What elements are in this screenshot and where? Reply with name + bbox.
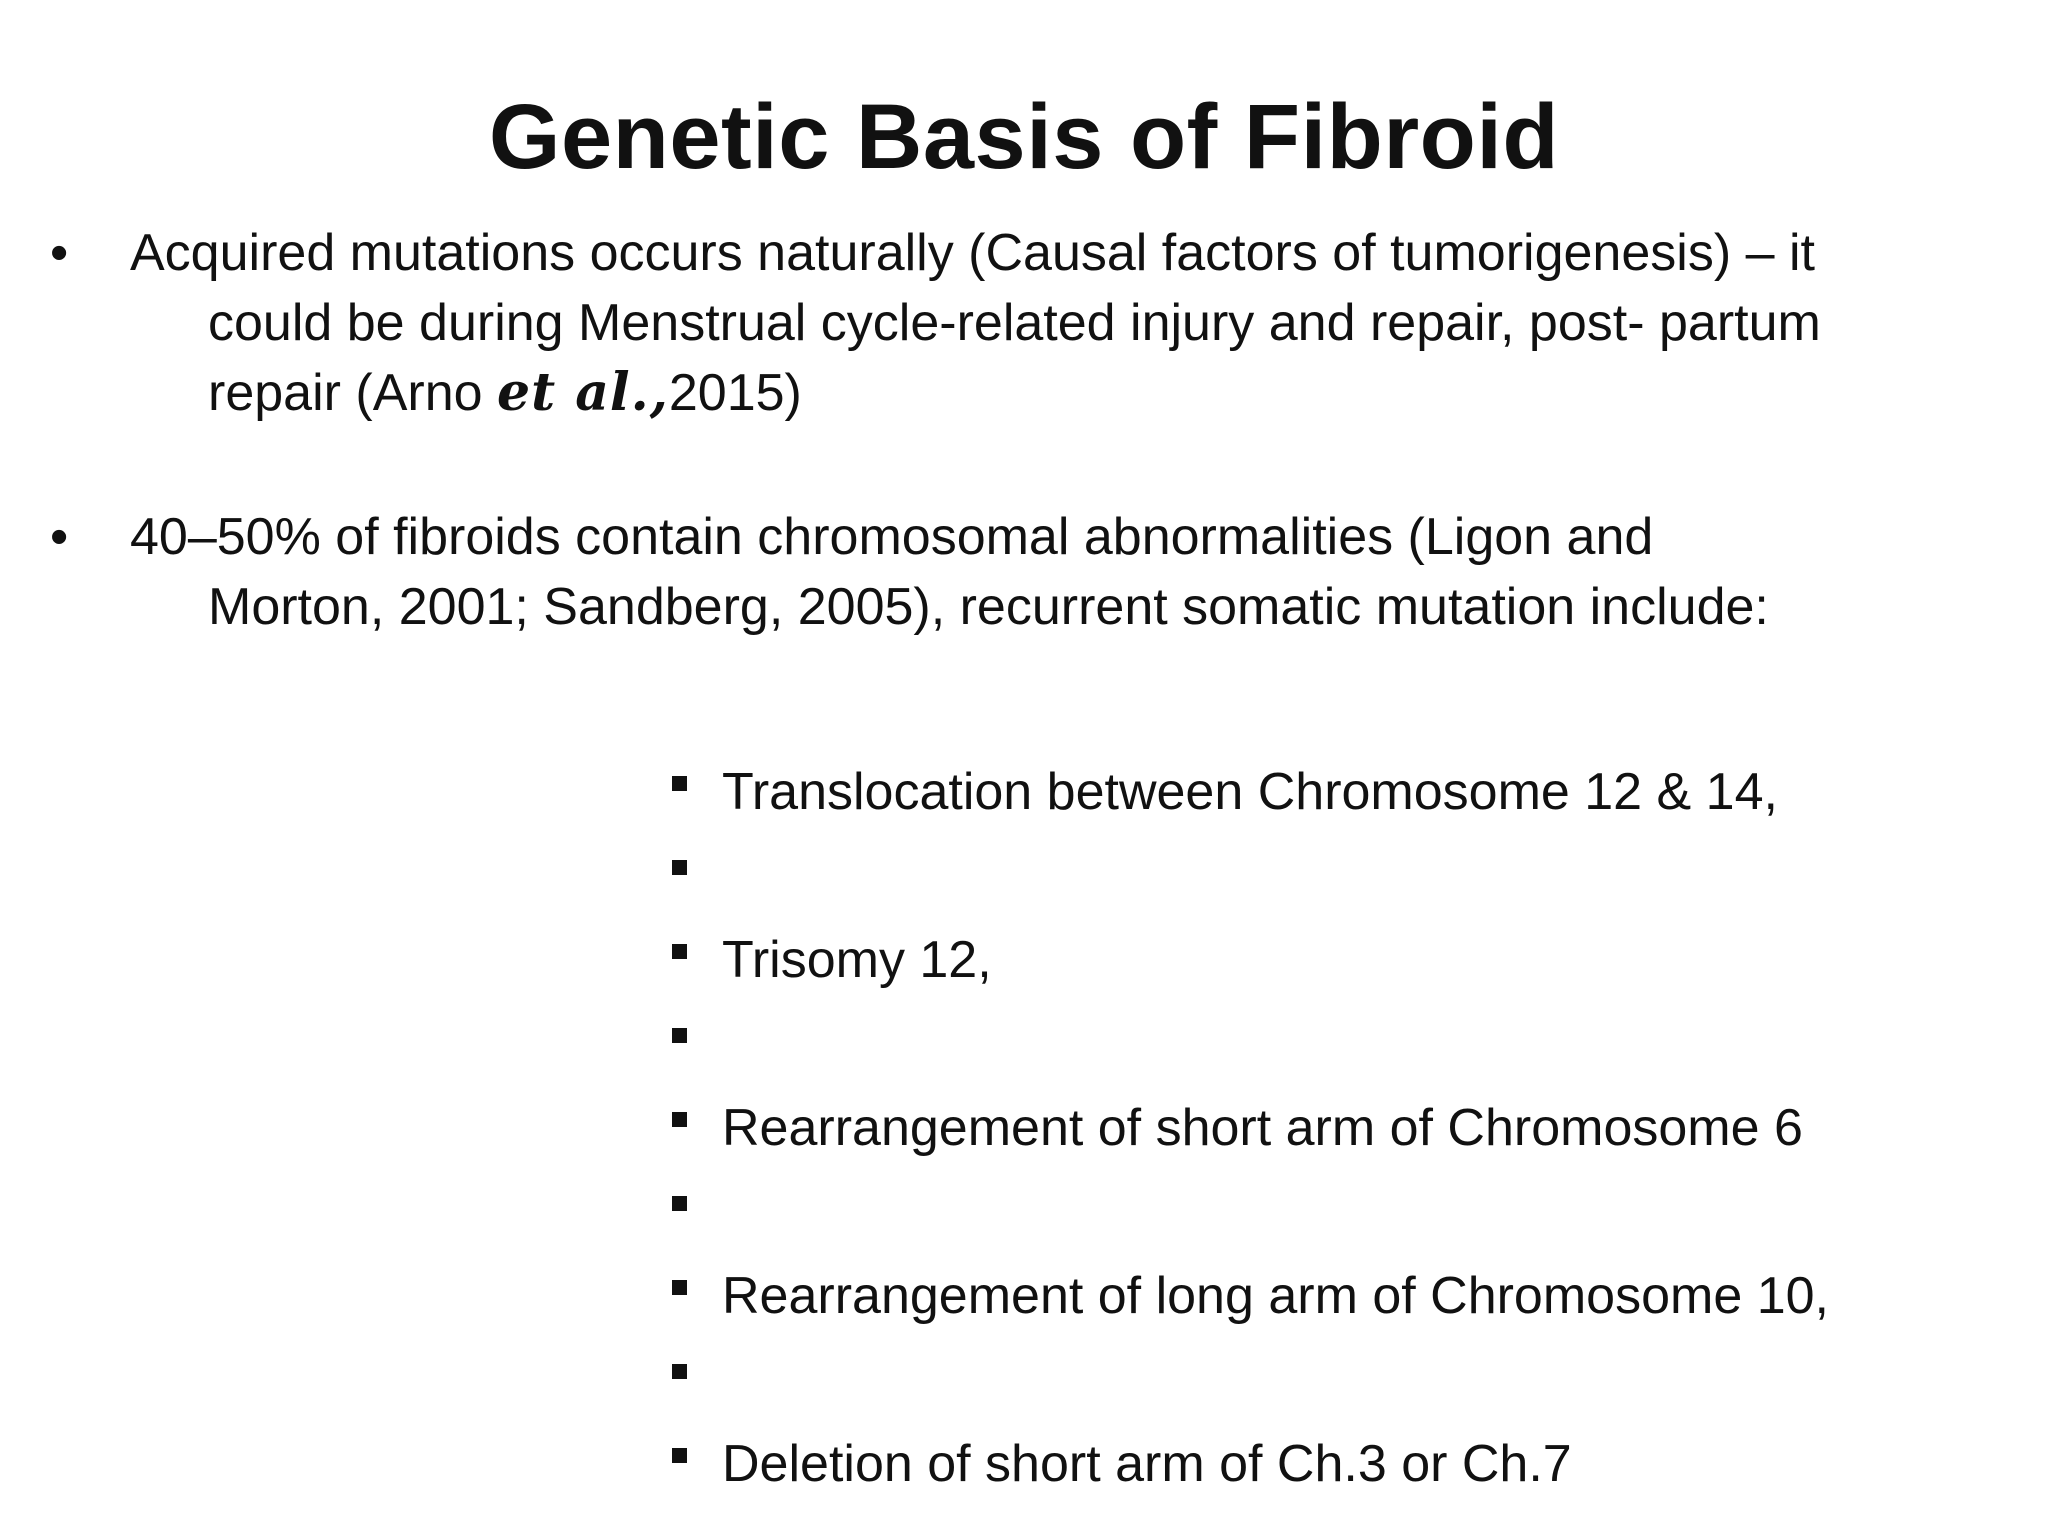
citation-prefix: repair (Arno	[208, 364, 497, 422]
bullet-text	[130, 502, 2040, 642]
slide-title: Genetic Basis of Fibroid	[488, 86, 1560, 188]
sublist-item-label: Rearrangement of short arm of Chromosome 6	[722, 1099, 1803, 1157]
square-bullet-icon	[672, 1280, 687, 1295]
mutation-sublist	[672, 752, 2012, 1508]
sublist-item-label: Trisomy 12,	[722, 931, 992, 989]
sublist-item	[672, 1424, 2012, 1508]
bullet-text	[130, 218, 2040, 428]
square-bullet-icon	[672, 1196, 687, 1211]
bullet-line: Morton, 2001; Sandberg, 2005), recurrent somatic mutation include:	[208, 578, 1769, 636]
sublist-item	[672, 1256, 2012, 1340]
square-bullet-icon	[672, 944, 687, 959]
sublist-item	[672, 752, 2012, 836]
square-bullet-icon	[672, 1448, 687, 1463]
bullet-line: Acquired mutations occurs naturally (Causal factors of tumorigenesis) – it	[130, 224, 1815, 282]
bullet-line: could be during Menstrual cycle-related injury and repair, post- partum	[208, 294, 1821, 352]
sublist-item-empty	[672, 1340, 2012, 1424]
bullet-line: 40–50% of fibroids contain chromosomal abnormalities (Ligon and	[130, 508, 1654, 566]
sublist-item-label: Rearrangement of long arm of Chromosome 10,	[722, 1267, 1829, 1325]
citation-suffix: 2015)	[668, 364, 802, 422]
square-bullet-icon	[672, 776, 687, 791]
citation-emphasis: et al.,	[497, 362, 669, 423]
square-bullet-icon	[672, 860, 687, 875]
sublist-item-empty	[672, 1004, 2012, 1088]
sublist-item	[672, 1088, 2012, 1172]
square-bullet-icon	[672, 1028, 687, 1043]
sublist-item-label: Translocation between Chromosome 12 & 14,	[722, 763, 1778, 821]
square-bullet-icon	[672, 1364, 687, 1379]
square-bullet-icon	[672, 1112, 687, 1127]
sublist-item-empty	[672, 836, 2012, 920]
sublist-item	[672, 920, 2012, 1004]
sublist-item-empty	[672, 1172, 2012, 1256]
bullet-line-citation	[130, 358, 2040, 428]
bullet-marker: •	[50, 224, 69, 282]
sublist-item-label: Deletion of short arm of Ch.3 or Ch.7	[722, 1435, 1572, 1493]
bullet-marker: •	[50, 508, 69, 566]
